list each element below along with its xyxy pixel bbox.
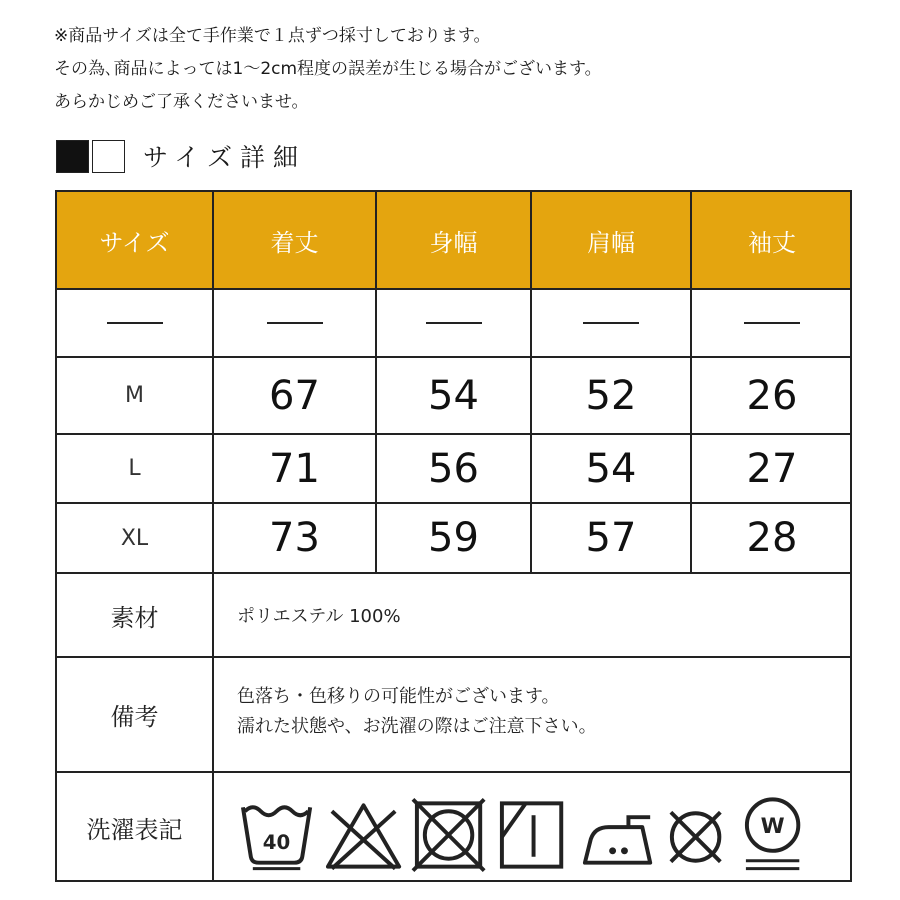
dash-cell bbox=[377, 290, 530, 356]
drip-dry-shade-icon bbox=[494, 797, 569, 873]
value-cell: 27 bbox=[746, 445, 798, 492]
no-dry-clean-icon bbox=[661, 797, 730, 873]
value-cell: 73 bbox=[269, 515, 320, 561]
note-line: あらかじめご了承くださいませ。 bbox=[54, 92, 309, 112]
care-icons bbox=[237, 792, 807, 877]
header-width: 身幅 bbox=[429, 228, 478, 257]
value-cell: 54 bbox=[585, 445, 637, 492]
section-title-text: サイズ詳細 bbox=[143, 143, 307, 172]
size-m: M bbox=[125, 383, 144, 408]
value-cell: 57 bbox=[585, 515, 637, 561]
material-label: 素材 bbox=[110, 603, 159, 632]
iron-medium-icon bbox=[577, 797, 656, 873]
material-value: ポリエステル 100% bbox=[237, 606, 401, 627]
care-label: 洗濯表記 bbox=[86, 816, 183, 844]
note-line: その為､商品によっては1～2cm程度の誤差が生じる場合がございます。 bbox=[54, 59, 602, 79]
header-size: サイズ bbox=[99, 228, 170, 257]
value-cell: 26 bbox=[746, 372, 798, 419]
size-table bbox=[55, 190, 852, 882]
dash-cell bbox=[692, 290, 852, 356]
size-xl: XL bbox=[120, 525, 149, 551]
header-sleeve: 袖丈 bbox=[748, 228, 796, 257]
size-notes bbox=[54, 20, 602, 119]
remarks-label: 備考 bbox=[110, 703, 159, 731]
section-title bbox=[56, 138, 306, 174]
svg-text:W: W bbox=[760, 813, 785, 839]
remarks-text bbox=[237, 682, 597, 742]
no-tumble-dry-icon bbox=[409, 797, 488, 873]
black-square-icon bbox=[56, 140, 89, 173]
note-line: ※商品サイズは全て手作業で１点ずつ採寸しております。 bbox=[54, 26, 491, 46]
wash-40-icon bbox=[237, 797, 316, 873]
dash-cell bbox=[57, 290, 212, 356]
dash-cell bbox=[214, 290, 375, 356]
value-cell: 56 bbox=[428, 445, 479, 492]
value-cell: 59 bbox=[428, 515, 479, 561]
value-cell: 67 bbox=[269, 372, 320, 419]
value-cell: 52 bbox=[585, 372, 637, 419]
remarks-line: 色落ち・色移りの可能性がございます。 bbox=[237, 686, 560, 707]
white-square-icon bbox=[92, 140, 125, 173]
wash-temp: 40 bbox=[262, 830, 291, 854]
header-length: 着丈 bbox=[270, 228, 319, 257]
size-l: L bbox=[128, 456, 141, 481]
value-cell: 28 bbox=[746, 515, 798, 561]
remarks-line: 濡れた状態や、お洗濯の際はご注意下さい。 bbox=[237, 716, 597, 737]
wet-clean-icon bbox=[738, 795, 807, 875]
value-cell: 54 bbox=[428, 372, 479, 419]
header-shoulder: 肩幅 bbox=[587, 228, 635, 257]
no-bleach-icon bbox=[322, 797, 405, 873]
dash-cell bbox=[532, 290, 690, 356]
value-cell: 71 bbox=[269, 445, 320, 492]
